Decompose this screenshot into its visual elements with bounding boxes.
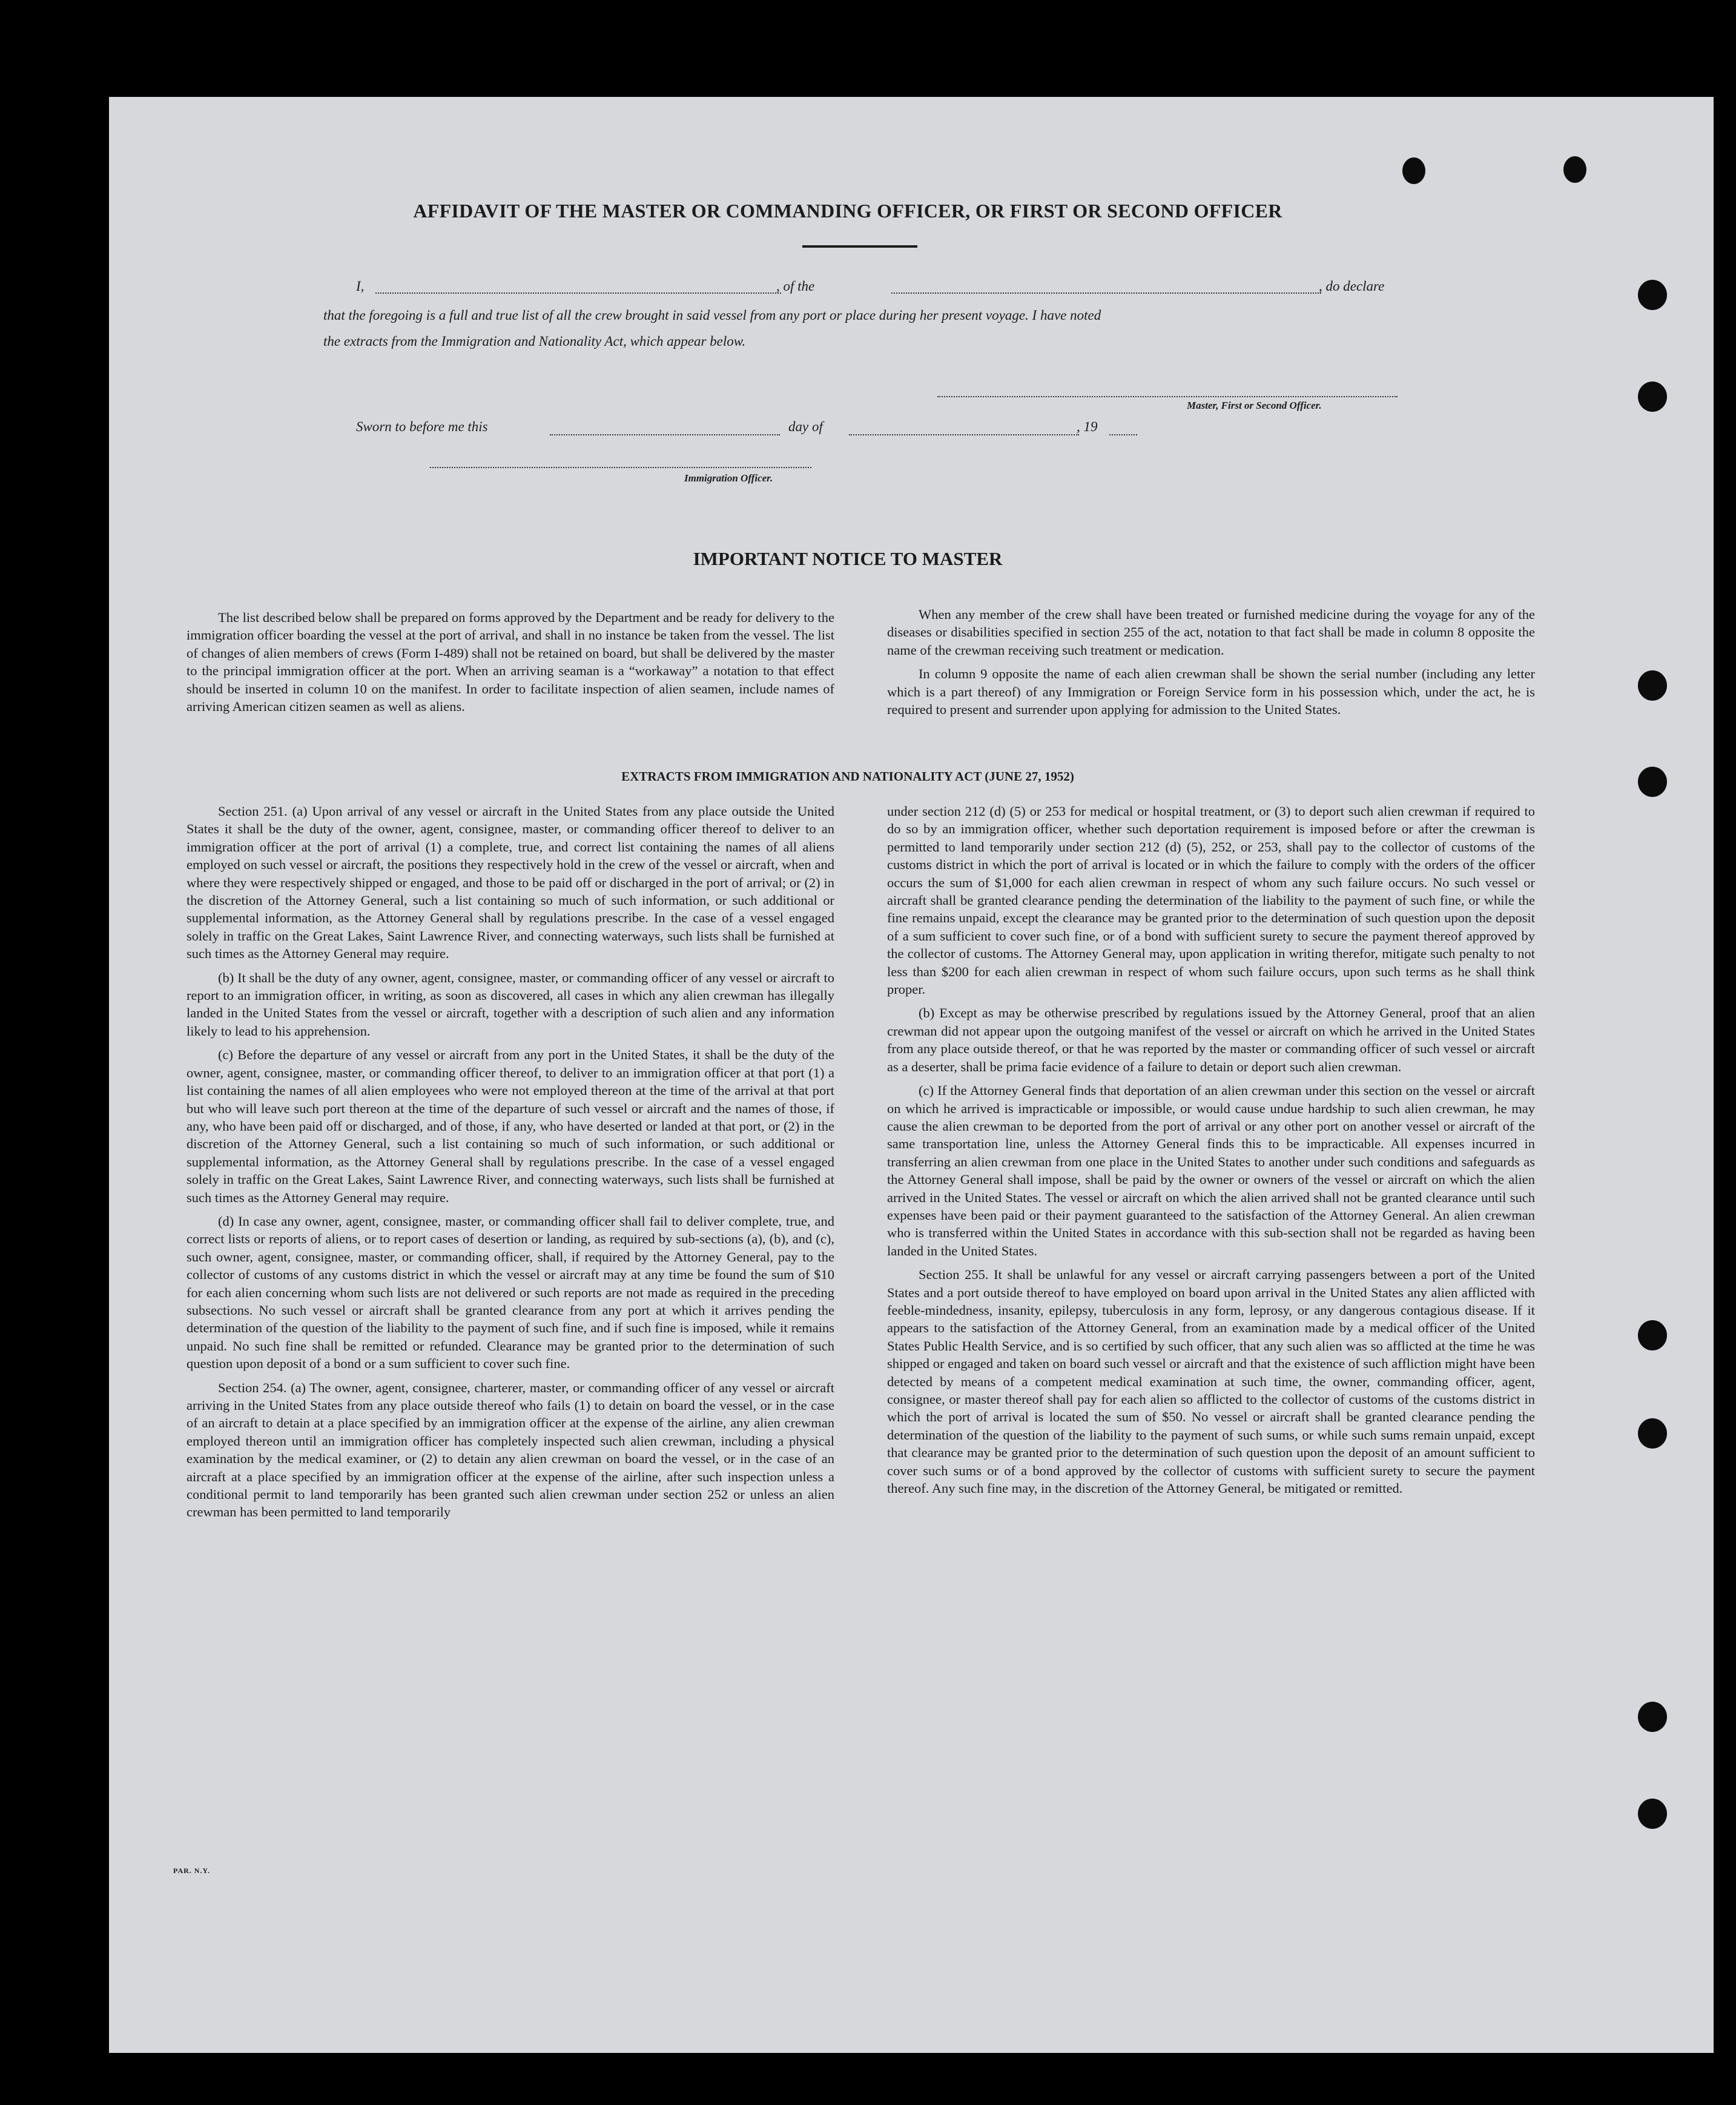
punch-hole	[1638, 670, 1667, 701]
act-paragraph: Section 254. (a) The owner, agent, consignee, charterer, master, or commanding officer of any vessel or aircraft arriving in the United States from any place outside thereof who fails (1) to detain on board the vessel, or in the case of an aircraft to detain at a place specified by an immigration officer at the expense of the airline, any alien crewman employed thereon until an immigration officer has completely inspected such alien crewman, including a physical examination by the medical examiner, or (2) to detain any alien crewman on board the vessel, or in the case of an aircraft at a place specified by an immigration officer at the expense of the airline, after such inspection unless a conditional permit to land temporarily has been granted such alien crewman under section 252 or unless an alien crewman has been permitted to land temporarily	[186, 1380, 834, 1520]
notice-left-column	[186, 609, 834, 721]
punch-hole	[1638, 767, 1667, 797]
printer-mark: PAR. N.Y.	[173, 1866, 211, 1875]
form-page	[109, 97, 1714, 2053]
affidavit-title: AFFIDAVIT OF THE MASTER OR COMMANDING OFFICER, OR FIRST OR SECOND OFFICER	[413, 200, 1282, 222]
notice-paragraph: In column 9 opposite the name of each alien crewman shall be shown the serial number (including any letter which is a part thereof) of any Immigration or Foreign Service form in his possession which, under the act, he is required to present and surrender upon applying for admission to the United States.	[887, 666, 1535, 718]
act-paragraph: (c) If the Attorney General finds that deportation of an alien crewman under this section on the vessel or aircraft on which he arrived is impracticable or impossible, or would cause undue hardship to such alien crewman, he may cause the alien crewman to be deported from the port of arrival or any other port on another vessel or aircraft of the same transportation line, unless the Attorney General finds this to be impracticable. All expenses incurred in transferring an alien crewman from one place in the United States to another under such conditions and safeguards as the Attorney General shall impose, shall be paid by the owner or owners of the vessel or aircraft on which the alien arrived in the United States. The vessel or aircraft on which the alien arrived shall not be granted clearance until such expenses have been paid or their payment guaranteed to the satisfaction of the Attorney General. An alien crewman who is transferred within the United States in accordance with this sub-section shall not be regarded as having been landed in the United States.	[887, 1083, 1535, 1258]
punch-hole	[1402, 157, 1425, 184]
extracts-title: EXTRACTS FROM IMMIGRATION AND NATIONALITY ACT (JUNE 27, 1952)	[621, 769, 1074, 784]
notice-paragraph: The list described below shall be prepared on forms approved by the Department and be ready for delivery to the immigration officer boarding the vessel at the port of arrival, and shall in no instance be taken from the vessel. The list of changes of alien members of crews (Form I-489) shall not be retained on board, but shall be delivered by the master to the principal immigration officer at the port. When an arriving seaman is a “workaway” a notation to that effect should be inserted in column 10 on the manifest. In order to facilitate inspection of alien seamen, include names of arriving American citizen seamen as well as aliens.	[186, 610, 834, 715]
punch-hole	[1638, 1418, 1667, 1449]
act-paragraph: Section 255. It shall be unlawful for any vessel or aircraft carrying passengers between a port of the United States and a port outside thereof to have employed on board upon arrival in the United States any alien afflicted with feeble-mindedness, insanity, epilepsy, tuberculosis in any form, leprosy, or any dangerous contagious disease. If it appears to the satisfaction of the Attorney General, from an examination made by a medical officer of the United States Public Health Service, and is so certified by such officer, that any such alien was so afflicted at the time he was shipped or engaged and taken on board such vessel or aircraft and that the existence of such affliction might have been detected by means of a competent medical examination at such time, the owner, commanding officer, agent, consignee, or master thereof shall pay for each alien so afflicted to the collector of customs of the customs district in which the port of arrival is located the sum of $50. No vessel or aircraft shall be granted clearance pending the determination of the question of the liability to the payment of such sums, or while such sums remain unpaid, except that clearance may be granted prior to the determination of such question upon the deposit of an amount sufficient to cover such sums or of a bond approved by the collector of customs with sufficient surety to secure the payment thereof. Any such fine may, in the discretion of the Attorney General, be mitigated or remitted.	[887, 1267, 1535, 1496]
master-signature-line[interactable]	[937, 396, 1398, 397]
punch-hole	[1638, 382, 1667, 412]
punch-hole	[1638, 1320, 1667, 1350]
declaration-i: I,	[356, 279, 365, 294]
title-rule	[802, 245, 917, 248]
act-paragraph: (d) In case any owner, agent, consignee, master, or commanding officer shall fail to deliver complete, true, and correct lists or reports of aliens, or to report cases of desertion or landing, as required by sub-sections (a), (b), and (c), such owner, agent, consignee, master, or commanding officer, shall, if required by the Attorney General, pay to the collector of customs of any customs district in which the vessel or aircraft may at any time be found the sum of $10 for each alien concerning whom such lists are not delivered or such reports are not made as required in the preceding subsections. No such vessel or aircraft shall be granted clearance from any port at which it arrives pending the determination of the question of the liability to the payment of such fine, and if such fine is imposed, while it remains unpaid. No such fine shall be remitted or refunded. Clearance may be granted prior to the determination of such question upon deposit of a bond or a sum sufficient to cover such fine.	[186, 1213, 834, 1372]
punch-hole	[1563, 156, 1586, 183]
sworn-year: , 19	[1077, 419, 1098, 434]
sworn-year-blank[interactable]	[1109, 434, 1137, 435]
notice-title: IMPORTANT NOTICE TO MASTER	[693, 548, 1003, 569]
act-paragraph: Section 251. (a) Upon arrival of any vessel or aircraft in the United States from any place outside the United States it shall be the duty of the owner, agent, consignee, master, or commanding officer thereof to deliver to an immigration officer at the port of arrival (1) a complete, true, and correct list containing the names of all aliens employed on such vessel or aircraft, the positions they respectively hold in the crew of the vessel or aircraft, when and where they were respectively shipped or engaged, and those to be paid off or discharged in the port of arrival; or (2) in the discretion of the Attorney General, such a list containing so much of such information, or such additional or supplemental information, as the Attorney General shall by regulations prescribe. In the case of a vessel engaged solely in traffic on the Great Lakes, Saint Lawrence River, and connecting waterways, such lists shall be furnished at such times as the Attorney General may require.	[186, 804, 834, 962]
notice-paragraph: When any member of the crew shall have been treated or furnished medicine during the voyage for any of the diseases or disabilities specified in section 255 of the act, notation to that fact shall be made in column 8 opposite the name of the crewman receiving such treatment or medication.	[887, 607, 1535, 658]
punch-hole	[1638, 1702, 1667, 1732]
punch-hole	[1638, 280, 1667, 310]
act-paragraph: (b) Except as may be otherwise prescribed by regulations issued by the Attorney General, proof that an alien crewman did not appear upon the outgoing manifest of the vessel or aircraft on which he arrived in the United States from any place outside thereof, or that he was reported by the master or commanding officer of such vessel or aircraft as a deserter, shall be prima facie evidence of a failure to detain or deport such alien crewman.	[887, 1005, 1535, 1074]
sworn-day-of: day of	[788, 419, 823, 434]
declaration-of-the: , of the	[776, 279, 815, 294]
punch-hole	[1638, 1799, 1667, 1829]
extracts-left-column	[186, 802, 834, 1527]
sworn-month-blank[interactable]	[849, 434, 1079, 435]
vessel-blank[interactable]	[891, 292, 1321, 294]
act-paragraph: under section 212 (d) (5) or 253 for medical or hospital treatment, or (3) to deport such alien crewman if required to do so by an immigration officer, whether such deportation requirement is imposed before or after the crewman is permitted to land temporarily under section 212 (d) (5), 252, or 253, shall pay to the collector of customs of the customs district in which the port of arrival is located or in which the failure to comply with the orders of the officer occurs the sum of $1,000 for each alien crewman in respect of whom any such failure occurs. No such vessel or aircraft shall be granted clearance pending the determination of the liability to the payment of such fine, or while the fine remains unpaid, except the clearance may be granted prior to the determination of such question upon the deposit of a sum sufficient to cover such fine, or of a bond with sufficient surety to secure the payment thereof approved by the collector of customs. The Attorney General may, upon application in writing therefor, mitigate such penalty to not less than $200 for each alien crewman in respect of whom such failure occurs, upon such terms as he shall think proper.	[887, 804, 1535, 997]
master-caption: Master, First or Second Officer.	[1187, 400, 1322, 411]
immigration-caption: Immigration Officer.	[684, 472, 773, 484]
act-paragraph: (b) It shall be the duty of any owner, agent, consignee, master, or commanding officer of any vessel or aircraft to report to an immigration officer, in writing, as soon as discovered, all cases in which any alien crewman has illegally landed in the United States from the vessel or aircraft, together with a description of such alien and any information likely to lead to his apprehension.	[186, 970, 834, 1039]
immigration-signature-line[interactable]	[430, 467, 811, 468]
declaration-line-2: that the foregoing is a full and true list of all the crew brought in said vessel from any port or place during her present voyage. I have noted	[323, 308, 1101, 323]
extracts-right-column	[887, 802, 1535, 1503]
notice-right-column	[887, 606, 1535, 724]
declaration-do-declare: , do declare	[1319, 279, 1385, 294]
name-blank[interactable]	[375, 292, 781, 294]
sworn-day-blank[interactable]	[550, 434, 780, 435]
declaration-line-3: the extracts from the Immigration and Nationality Act, which appear below.	[323, 334, 746, 349]
act-paragraph: (c) Before the departure of any vessel or aircraft from any port in the United States, it shall be the duty of the owner, agent, consignee, master, or commanding officer thereof, to deliver to an immigration officer at that port (1) a list containing the names of all alien employees who were not employed thereon at the time of the arrival at that port but who will leave such port thereon at the time of the departure of such vessel or aircraft and the names of those, if any, who have been paid off or discharged, and of those, if any, who have deserted or landed at that port, or (2) in the discretion of the Attorney General, such a list containing so much of such information, or such additional or supplemental information, as the Attorney General shall by regulations prescribe. In the case of a vessel engaged solely in traffic on the Great Lakes, Saint Lawrence River, and connecting waterways, such lists shall be furnished at such times as the Attorney General may require.	[186, 1047, 834, 1205]
sworn-prefix: Sworn to before me this	[356, 419, 488, 434]
